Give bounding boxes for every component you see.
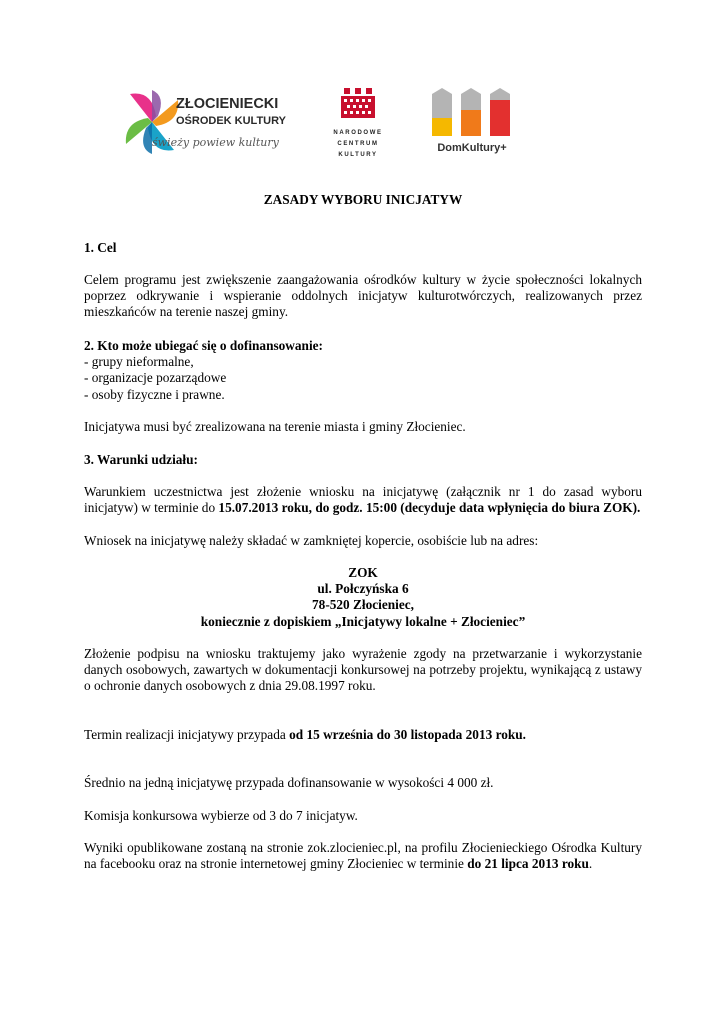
- zok-logo-tagline: świeży powiew kultury: [152, 136, 279, 149]
- funding-info: Średnio na jedną inicjatywę przypada dofinansowanie w wysokości 4 000 zł.: [84, 775, 494, 790]
- results-date: do 21 lipca 2013 roku: [467, 856, 589, 872]
- address-line3: 78-520 Złocieniec,: [312, 597, 414, 613]
- nck-logo-line1: NARODOWE: [333, 130, 383, 136]
- zok-logo-line2: OŚRODEK KULTURY: [176, 115, 286, 127]
- data-consent: Złożenie podpisu na wniosku traktujemy jako wyrażenie zgody na przetwarzanie i wykorzystanie danych osobowych, zawartych w dokumentacji konkursowej na potrzeby projektu, wynikającą z ustawy o ochronie danych osobowych z dnia 29.08.1997 roku.: [84, 646, 642, 694]
- address-line1: ZOK: [348, 565, 378, 580]
- delivery-instructions: Wniosek na inicjatywę należy składać w zamkniętej kopercie, osobiście lub na adres:: [84, 533, 539, 548]
- section-1-heading: 1. Cel: [84, 240, 117, 255]
- results-end: .: [588, 856, 593, 872]
- section-2: [84, 338, 642, 403]
- houses-icon: [430, 86, 514, 138]
- domkultury-logo-label: DomKultury+: [437, 142, 507, 154]
- address-block: [84, 565, 642, 630]
- term-dates: od 15 września do 30 listopada 2013 roku.: [289, 727, 526, 742]
- domkultury-logo: [430, 86, 514, 158]
- address-line4: koniecznie z dopiskiem „Inicjatywy lokalne + Złocieniec”: [200, 613, 526, 629]
- section-1: [84, 240, 642, 256]
- results-info: [84, 840, 642, 872]
- nck-logo: [328, 86, 388, 160]
- location-note: Inicjatywa musi być zrealizowana na terenie miasta i gminy Złocieniec.: [84, 419, 466, 434]
- section-1-body: Celem programu jest zwiększenie zaangażowania ośrodków kultury w życie społeczności lokalnych poprzez odkrywanie i wspieranie oddolnych inicjatyw kulturotwórczych, realizowanych przez mieszkańców na terenie naszej gminy.: [84, 272, 642, 320]
- section-2-heading: 2. Kto może ubiegać się o dofinansowanie:: [84, 338, 323, 353]
- eligibility-item: - organizacje pozarządowe: [84, 370, 227, 386]
- eligibility-item: - osoby fizyczne i prawne.: [84, 386, 225, 402]
- document-title: ZASADY WYBORU INICJATYW: [263, 192, 463, 207]
- realization-term: [84, 727, 642, 743]
- eligibility-item: - grupy nieformalne,: [84, 354, 194, 370]
- condition-text: Warunkiem uczestnictwa jest złożenie wniosku na inicjatywę (załącznik nr 1 do zasad wyboru inicjatyw) w terminie do: [84, 484, 642, 516]
- crown-icon: [328, 86, 388, 120]
- zok-logo: [122, 80, 294, 164]
- zok-logo-line1: ZŁOCIENIECKI: [176, 96, 279, 112]
- participation-condition: [84, 484, 642, 516]
- condition-deadline: 15.07.2013 roku, do godz. 15:00 (decyduje data wpłynięcia do biura ZOK).: [218, 500, 641, 516]
- section-3: [84, 452, 642, 468]
- nck-logo-line3: KULTURY: [338, 152, 378, 158]
- term-text: Termin realizacji inicjatywy przypada: [84, 727, 290, 742]
- address-line2: ul. Połczyńska 6: [317, 581, 409, 597]
- section-3-heading: 3. Warunki udziału:: [84, 452, 198, 467]
- committee-info: Komisja konkursowa wybierze od 3 do 7 inicjatyw.: [84, 808, 358, 823]
- nck-logo-line2: CENTRUM: [337, 141, 379, 147]
- results-text: Wyniki opublikowane zostaną na stronie zok.zlocieniec.pl, na profilu Złocienieckiego Ośrodka Kultury na facebooku oraz na stronie internetowej gminy Złocieniec w terminie: [84, 840, 642, 872]
